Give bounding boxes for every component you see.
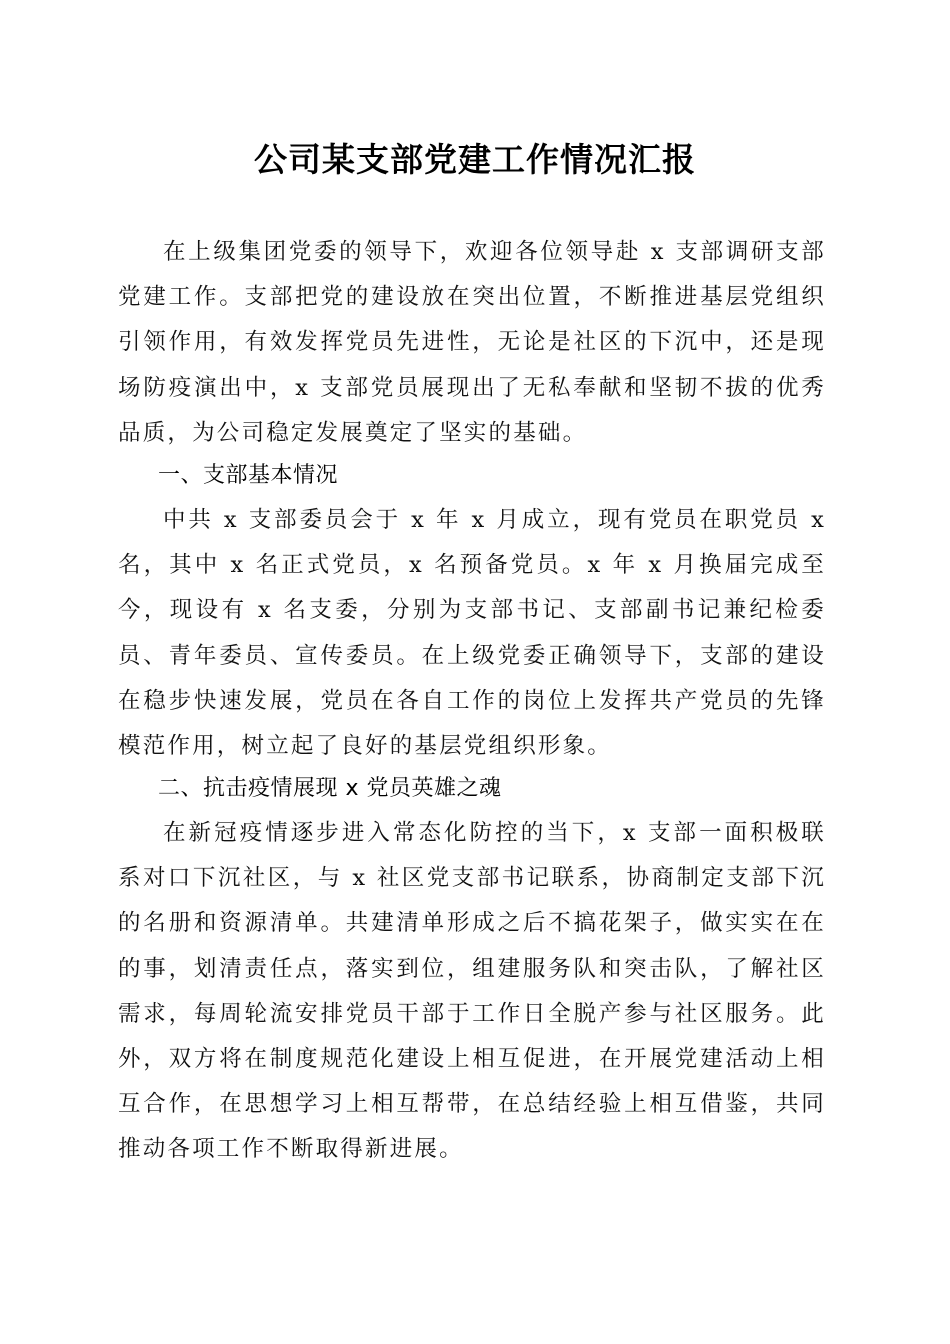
- section-1-heading: 一、支部基本情况: [158, 463, 339, 488]
- document-title: 公司某支部党建工作情况汇报: [254, 140, 696, 179]
- section-2-heading: 二、抗击疫情展现 x 党员英雄之魂: [158, 776, 502, 801]
- section-1-paragraph: 中共 x 支部委员会于 x 年 x 月成立，现有党员在职党员 x 名，其中 x 名正式党员，x 名预备党员。x 年 x 月换届完成至今，现设有 x 名支委，分别为支部书记、支部副书记兼纪检委员、青年委员、宣传委员。在上级党委正确领导下，支部的建设在稳步快速发展，党员在各自工作的岗位上发挥共产党员的先锋模范作用，树立起了良好的基层党组织形象。: [118, 507, 826, 760]
- section-2-paragraph: 在新冠疫情逐步进入常态化防控的当下，x 支部一面积极联系对口下沉社区，与 x 社区党支部书记联系，协商制定支部下沉的名册和资源清单。共建清单形成之后不搞花架子，做实实在在的事，划清责任点，落实到位，组建服务队和突击队，了解社区需求，每周轮流安排党员干部于工作日全脱产参与社区服务。此外，双方将在制度规范化建设上相互促进，在开展党建活动上相互合作，在思想学习上相互帮带，在总结经验上相互借鉴，共同推动各项工作不断取得新进展。: [118, 820, 826, 1163]
- intro-paragraph: 在上级集团党委的领导下，欢迎各位领导赴 x 支部调研支部党建工作。支部把党的建设放在突出位置，不断推进基层党组织引领作用，有效发挥党员先进性，无论是社区的下沉中，还是现场防疫演出中，x 支部党员展现出了无私奉献和坚韧不拔的优秀品质，为公司稳定发展奠定了坚实的基础。: [118, 239, 826, 446]
